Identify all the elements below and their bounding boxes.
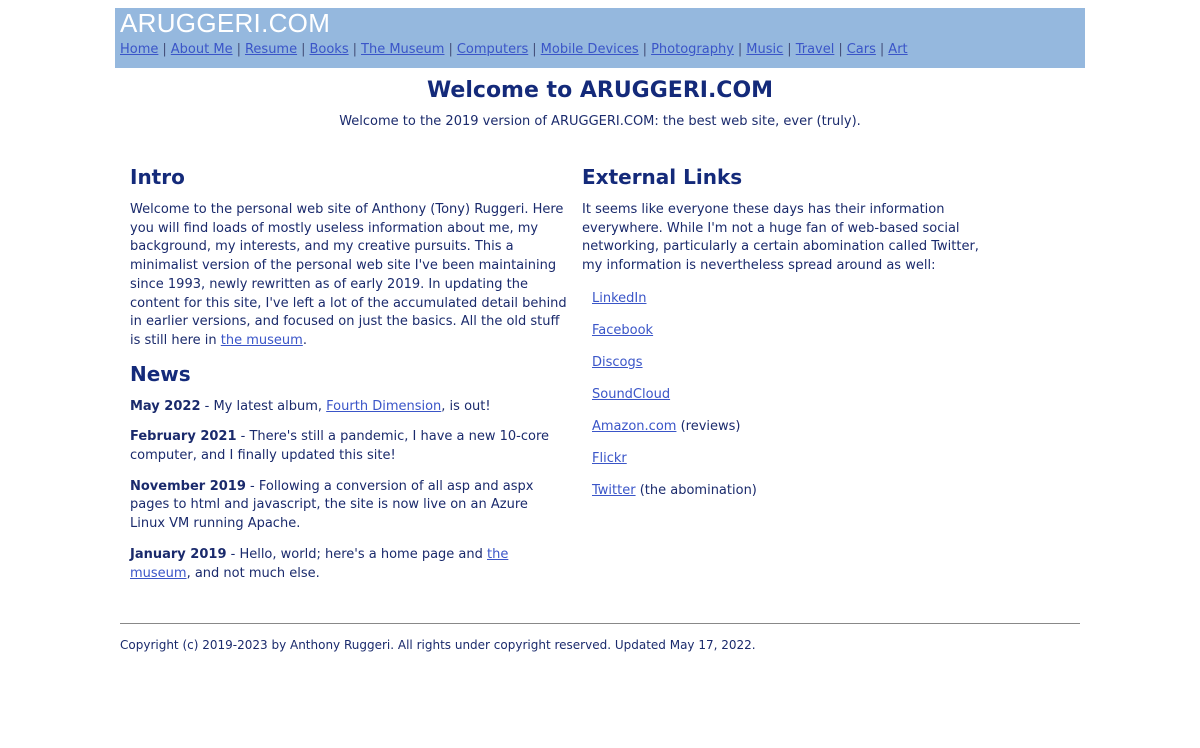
news-text: - Following a conversion of all asp and aspx pages to html and javascript, the site is now live on an Azure Linux VM running Apache.: [130, 478, 534, 532]
copyright-text: Copyright (c) 2019-2023 by Anthony Ruggeri. All rights under copyright reserved. Updated May 17, 2022.: [120, 638, 756, 653]
news-date: November 2019: [130, 478, 246, 494]
news-text: - There's still a pandemic, I have a new 10-core computer, and I finally updated this site!: [130, 429, 550, 464]
external-links-text: It seems like everyone these days has their information everywhere. While I'm not a huge fan of web-based social networking, particularly a certain abomination called Twitter, my information is nevertheless spread around as well:: [582, 202, 979, 274]
news-date: February 2021: [130, 429, 237, 445]
nav-mobile-devices[interactable]: Mobile Devices: [540, 42, 639, 57]
nav-separator: |: [838, 42, 843, 57]
discogs-link[interactable]: Discogs: [592, 354, 643, 370]
page-subtitle: Welcome to the 2019 version of ARUGGERI.COM: the best web site, ever (truly).: [339, 114, 861, 129]
external-links-heading: External Links: [582, 165, 743, 189]
intro-text-body: Welcome to the personal web site of Anthony (Tony) Ruggeri. Here you will find loads of mostly useless information about me, my background, my interests, and my creative pursuits. This a minimalist version of the personal web site I've been maintaining since 1993, newly rewritten as of early 2019. In updating the content for this site, I've left a lot of the accumulated detail behind in earlier versions, and focused on just the basics. All the old stuff is still here in: [130, 202, 567, 348]
nav-cars[interactable]: Cars: [846, 42, 876, 57]
main-nav: [120, 42, 1080, 57]
intro-text: [130, 201, 567, 351]
news-text: - My latest album,: [200, 398, 327, 414]
nav-separator: |: [236, 42, 241, 57]
nav-books[interactable]: Books: [309, 42, 349, 57]
external-link-item: [592, 482, 992, 500]
site-header: [115, 8, 1085, 68]
news-date: May 2022: [130, 398, 201, 414]
flickr-link[interactable]: Flickr: [592, 450, 627, 466]
nav-art[interactable]: Art: [888, 42, 908, 57]
nav-music[interactable]: Music: [746, 42, 784, 57]
news-museum-link[interactable]: the museum: [130, 546, 509, 581]
news-text-end: , is out!: [441, 398, 491, 414]
nav-the-museum[interactable]: The Museum: [361, 42, 445, 57]
intro-heading: Intro: [130, 165, 185, 189]
news-item: [130, 478, 567, 534]
amazon-link[interactable]: Amazon.com: [592, 418, 677, 434]
left-column: [130, 165, 567, 595]
nav-about-me[interactable]: About Me: [170, 42, 233, 57]
nav-separator: |: [448, 42, 453, 57]
nav-separator: |: [162, 42, 167, 57]
nav-travel[interactable]: Travel: [795, 42, 835, 57]
twitter-link[interactable]: Twitter: [592, 482, 636, 498]
facebook-link[interactable]: Facebook: [592, 322, 654, 338]
nav-separator: |: [879, 42, 885, 57]
news-item: [130, 546, 567, 583]
nav-computers[interactable]: Computers: [456, 42, 529, 57]
nav-separator: |: [737, 42, 743, 57]
news-text-end: , and not much else.: [186, 565, 320, 581]
news-heading: News: [130, 361, 191, 386]
link-note: (reviews): [676, 418, 741, 434]
external-link-item: [592, 354, 992, 372]
news-text: - Hello, world; here's a home page and: [226, 546, 488, 562]
page: [115, 8, 1085, 652]
footer: [120, 623, 1080, 652]
page-title: Welcome to ARUGGERI.COM: [426, 78, 774, 103]
nav-photography[interactable]: Photography: [651, 42, 734, 57]
link-note: (the abomination): [635, 482, 757, 498]
nav-home[interactable]: Home: [120, 42, 159, 57]
soundcloud-link[interactable]: SoundCloud: [592, 386, 671, 402]
content-columns: [115, 165, 1085, 595]
news-date: January 2019: [130, 546, 227, 562]
right-column: [582, 165, 992, 595]
nav-resume[interactable]: Resume: [244, 42, 298, 57]
external-link-item: [592, 322, 992, 340]
nav-separator: |: [787, 42, 792, 57]
intro-text-end: .: [302, 332, 307, 348]
nav-separator: |: [642, 42, 648, 57]
linkedin-link[interactable]: LinkedIn: [592, 290, 647, 306]
nav-separator: |: [532, 42, 537, 57]
external-link-item: [592, 450, 992, 468]
news-item: [130, 428, 567, 465]
external-links-list: [582, 290, 992, 500]
external-link-item: [592, 290, 992, 308]
site-title: ARUGGERI.COM: [120, 8, 331, 38]
nav-separator: |: [301, 42, 306, 57]
news-album-link[interactable]: Fourth Dimension: [326, 398, 442, 414]
external-link-item: [592, 418, 992, 436]
intro-museum-link[interactable]: the museum: [220, 332, 303, 348]
news-item: [130, 398, 567, 417]
nav-separator: |: [352, 42, 358, 57]
external-link-item: [592, 386, 992, 404]
